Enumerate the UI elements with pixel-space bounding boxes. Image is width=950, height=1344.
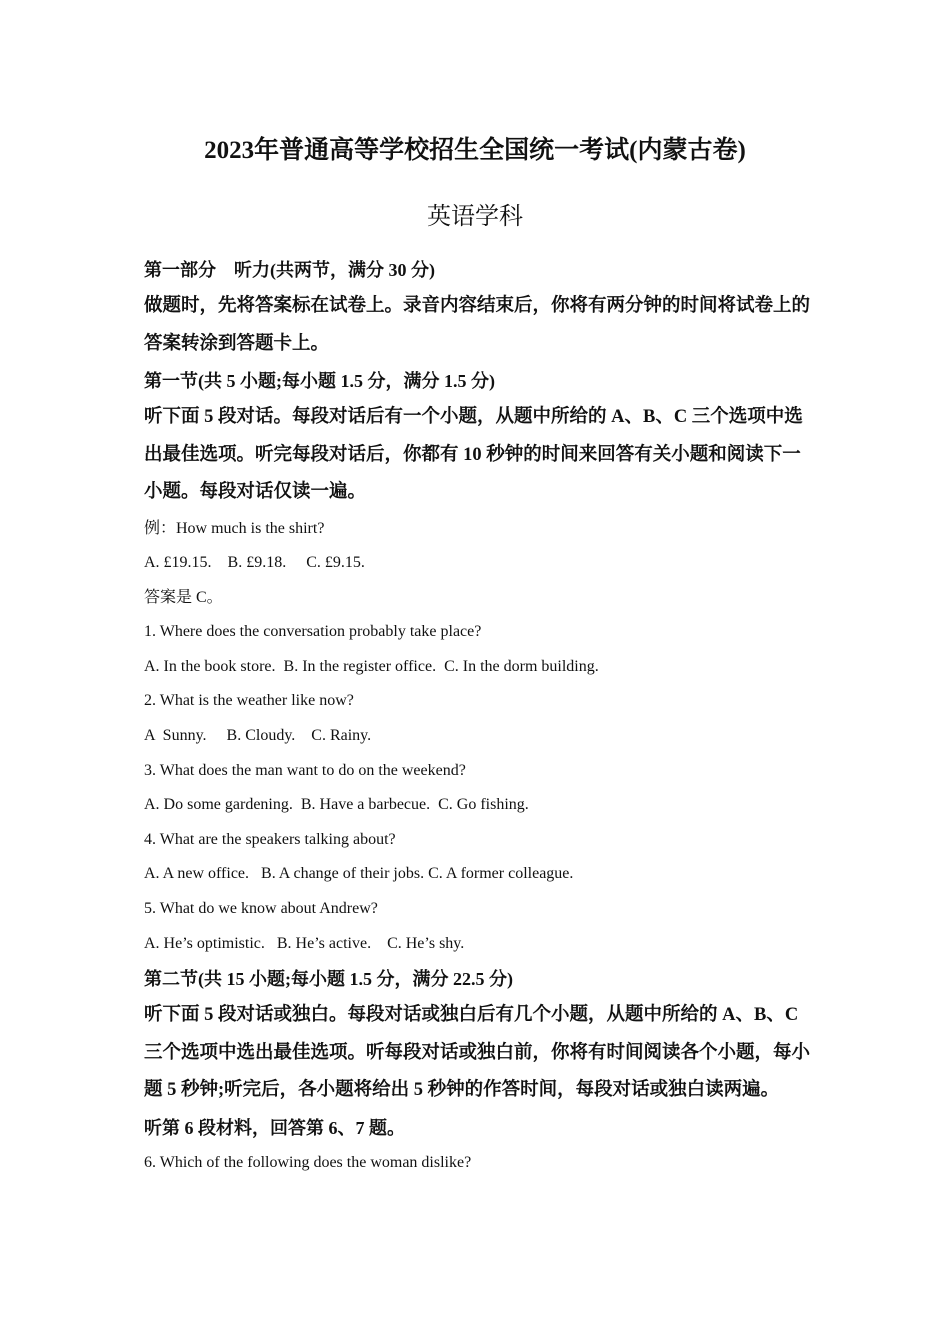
question-6: 6. Which of the following does the woman dislike?	[144, 1153, 472, 1171]
section2-instruction: 听下面 5 段对话或独白。每段对话或独白后有几个小题，从题中所给的 A、B、C 三个选项中选出最佳选项。听每段对话或独白前，你将有时间阅读各个小题，每小题 5 秒钟;听完后，各小题将给出 5 秒钟的作答时间，每段对话或独白读两遍。	[144, 1005, 811, 1101]
question-4-options: A. A new office. B. A change of their jobs. C. A former colleague.	[144, 865, 574, 883]
material-6-heading: 听第 6 段材料，回答第 6、7 题。	[144, 1117, 405, 1138]
question-5: 5. What do we know about Andrew?	[144, 900, 378, 918]
question-3: 3. What does the man want to do on the weekend?	[144, 761, 466, 779]
part1-heading: 第一部分 听力(共两节，满分 30 分)	[144, 260, 435, 280]
question-1: 1. Where does the conversation probably take place?	[144, 623, 482, 641]
question-2-options: A Sunny. B. Cloudy. C. Rainy.	[144, 727, 372, 745]
section1-instruction: 听下面 5 段对话。每段对话后有一个小题，从题中所给的 A、B、C 三个选项中选出最佳选项。听完每段对话后，你都有 10 秒钟的时间来回答有关小题和阅读下一小题。每段对话仅读一遍。	[144, 407, 803, 502]
question-4: 4. What are the speakers talking about?	[144, 830, 396, 848]
part1-instruction: 做题时，先将答案标在试卷上。录音内容结束后，你将有两分钟的时间将试卷上的答案转涂到答题卡上。	[144, 296, 811, 354]
question-2: 2. What is the weather like now?	[144, 692, 354, 710]
example-options: A. £19.15. B. £9.18. C. £9.15.	[144, 554, 365, 572]
subject-title: 英语学科	[427, 204, 523, 230]
exam-content	[144, 252, 812, 1180]
section1-heading: 第一节(共 5 小题;每小题 1.5 分，满分 1.5 分)	[144, 371, 495, 391]
example-question: 例：How much is the shirt?	[144, 519, 325, 537]
question-5-options: A. He’s optimistic. B. He’s active. C. He’s shy.	[144, 934, 465, 952]
example-answer: 答案是 C。	[144, 588, 223, 606]
question-1-options: A. In the book store. B. In the register office. C. In the dorm building.	[144, 657, 599, 675]
section2-heading: 第二节(共 15 小题;每小题 1.5 分，满分 22.5 分)	[144, 969, 513, 990]
exam-title: 2023年普通高等学校招生全国统一考试(内蒙古卷)	[204, 137, 746, 164]
question-3-options: A. Do some gardening. B. Have a barbecue. C. Go fishing.	[144, 796, 529, 814]
